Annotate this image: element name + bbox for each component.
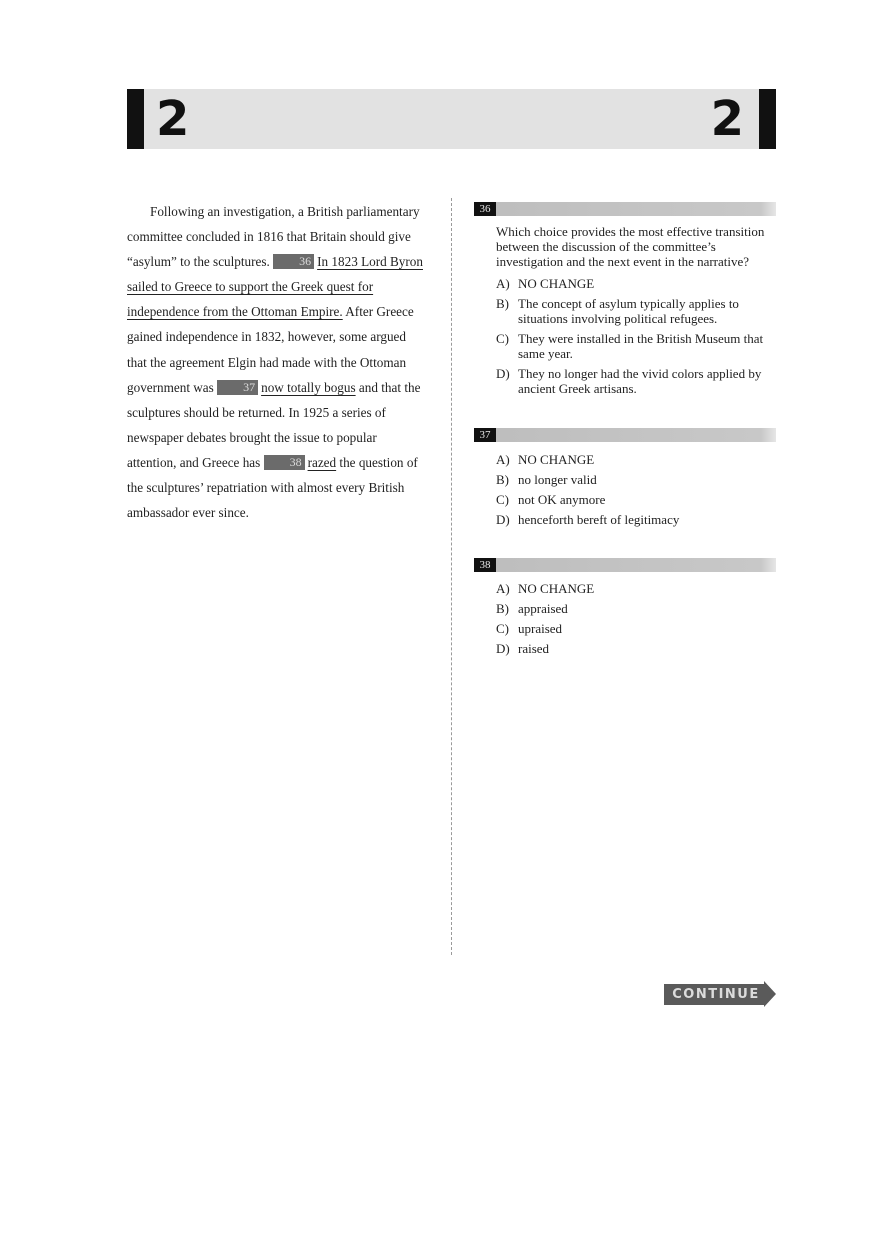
choice-text: NO CHANGE bbox=[518, 276, 595, 291]
choice-text: They no longer had the vivid colors applied by ancient Greek artisans. bbox=[518, 366, 762, 396]
section-number-left: 2 bbox=[156, 91, 190, 147]
answer-choice-38-a[interactable] bbox=[474, 581, 776, 596]
choice-letter: D) bbox=[496, 641, 510, 656]
answer-choices-38 bbox=[474, 581, 776, 661]
question-header-37 bbox=[474, 428, 776, 442]
continue-label: CONTINUE bbox=[672, 987, 760, 1002]
answer-choice-37-b[interactable] bbox=[474, 472, 776, 487]
column-divider bbox=[451, 198, 452, 955]
choice-letter: C) bbox=[496, 331, 509, 346]
choice-text: not OK anymore bbox=[518, 492, 606, 507]
choice-letter: B) bbox=[496, 296, 509, 311]
choice-text: NO CHANGE bbox=[518, 452, 595, 467]
answer-choices-37 bbox=[474, 452, 776, 532]
choice-letter: B) bbox=[496, 472, 509, 487]
answer-choice-36-c[interactable] bbox=[474, 331, 776, 361]
underlined-text-36[interactable]: In 1823 Lord Byron sailed to Greece to support the Greek quest for independence from the Ottoman Empire. bbox=[127, 254, 423, 320]
choice-text: raised bbox=[518, 641, 550, 656]
passage-text-3: and that the sculptures should be returned. In 1925 a series of newspaper debates brought the issue to popular attention, and Greece has bbox=[127, 379, 421, 470]
choice-letter: C) bbox=[496, 621, 509, 636]
underlined-text-37[interactable]: now totally bogus bbox=[261, 379, 356, 395]
choice-text: They were installed in the British Museum that same year. bbox=[518, 331, 764, 361]
question-header-38 bbox=[474, 558, 776, 572]
question-number-38: 38 bbox=[474, 558, 496, 572]
choice-letter: A) bbox=[496, 581, 510, 596]
choice-text: NO CHANGE bbox=[518, 581, 595, 596]
question-marker-36[interactable]: 36 bbox=[273, 254, 314, 269]
passage-text-1: Following an investigation, a British parliamentary committee concluded in 1816 that Britain should give “asylum” to the sculptures. bbox=[127, 204, 420, 270]
answer-choices-36 bbox=[474, 276, 776, 401]
answer-choice-36-d[interactable] bbox=[474, 366, 776, 396]
passage-text-2: After Greece gained independence in 1832, however, some argued that the agreement Elgin had made with the Ottoman government was bbox=[127, 304, 414, 395]
continue-button[interactable] bbox=[664, 981, 776, 1008]
answer-choice-37-c[interactable] bbox=[474, 492, 776, 507]
question-header-36 bbox=[474, 202, 776, 216]
answer-choice-38-c[interactable] bbox=[474, 621, 776, 636]
header-bar-left bbox=[127, 89, 144, 149]
passage bbox=[127, 199, 429, 525]
passage-paragraph bbox=[127, 199, 429, 525]
section-number-right: 2 bbox=[710, 91, 744, 147]
answer-choice-38-d[interactable] bbox=[474, 641, 776, 656]
question-number-37: 37 bbox=[474, 428, 496, 442]
choice-text: no longer valid bbox=[518, 472, 597, 487]
header-bar-right bbox=[759, 89, 776, 149]
choice-text: The concept of asylum typically applies to situations involving political refugees. bbox=[518, 296, 739, 326]
choice-text: henceforth bereft of legitimacy bbox=[518, 512, 680, 527]
choice-text: appraised bbox=[518, 601, 568, 616]
answer-choice-38-b[interactable] bbox=[474, 601, 776, 616]
answer-choice-37-a[interactable] bbox=[474, 452, 776, 467]
choice-letter: B) bbox=[496, 601, 509, 616]
choice-letter: A) bbox=[496, 276, 510, 291]
choice-letter: D) bbox=[496, 366, 510, 381]
answer-choice-36-b[interactable] bbox=[474, 296, 776, 326]
answer-choice-37-d[interactable] bbox=[474, 512, 776, 527]
section-header bbox=[127, 89, 776, 149]
question-stem-36: Which choice provides the most effective transition between the discussion of the committee’s investigation and the next event in the narrative? bbox=[496, 224, 765, 269]
passage-text-4: the question of the sculptures’ repatriation with almost every British ambassador ever since. bbox=[127, 454, 418, 521]
choice-letter: D) bbox=[496, 512, 510, 527]
question-number-36: 36 bbox=[474, 202, 496, 216]
question-marker-37[interactable]: 37 bbox=[217, 380, 258, 395]
choice-text: upraised bbox=[518, 621, 563, 636]
choice-letter: A) bbox=[496, 452, 510, 467]
answer-choice-36-a[interactable] bbox=[474, 276, 776, 291]
question-marker-38[interactable]: 38 bbox=[264, 455, 305, 470]
underlined-text-38[interactable]: razed bbox=[307, 454, 337, 470]
choice-letter: C) bbox=[496, 492, 509, 507]
